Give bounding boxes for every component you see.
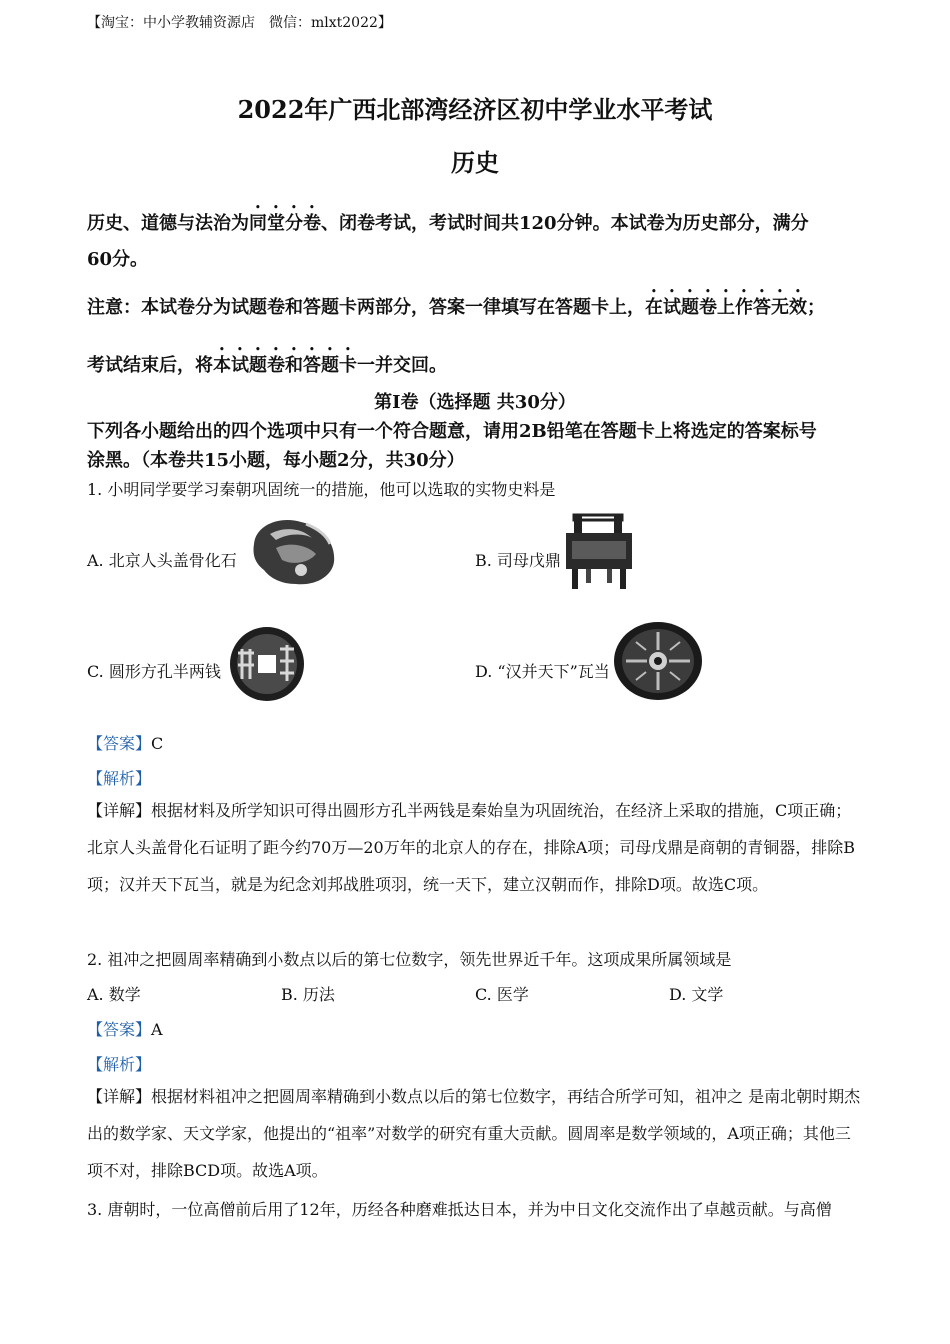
- analysis-detail: 【详解】根据材料及所学知识可得出圆形方孔半两钱是秦始皇为巩固统治，在经济上采取的措施，C项正确；北京人头盖骨化石证明了距今约70万—20万年的北京人的存在，排除A项；司母戊鼎是商朝的青铜器，排除B项；汉并天下瓦当，就是为纪念刘邦战胜项羽，统一天下，建立汉朝而作，排除D项。故选C项。: [87, 801, 856, 894]
- option-d: D. 文学: [669, 985, 724, 1004]
- intro-line-1: [87, 203, 809, 235]
- header-note: 【淘宝：中小学教辅资源店 微信：mlxt2022】: [87, 15, 392, 31]
- answer-tag: 【答案】: [87, 1020, 152, 1039]
- answer-line: [87, 1017, 163, 1040]
- section-title: 第Ⅰ卷（选择题 共30分）: [374, 392, 576, 413]
- notice-end-line: [87, 345, 447, 377]
- analysis-tag: 【解析】: [87, 1055, 152, 1074]
- option-b: B. 历法: [281, 985, 335, 1004]
- notice-line: [87, 287, 825, 319]
- intro-line-2: 60分。: [87, 249, 149, 270]
- dotted-emphasis: 在试题卷上作答无效: [645, 297, 807, 318]
- notice-text: 考试结束后，将: [87, 355, 213, 376]
- question-stem: 1. 小明同学要学习秦朝巩固统一的措施，他可以选取的实物史料是: [87, 480, 556, 499]
- option-b: B. 司母戊鼎: [475, 551, 561, 570]
- notice-text: 注意：本试卷分为试题卷和答题卡两部分，答案一律填写在答题卡上，: [87, 297, 645, 318]
- option-d: D. “汉并天下”瓦当: [475, 662, 610, 681]
- intro-text: 历史、道德与法治为: [87, 213, 249, 234]
- question-stem: 2. 祖冲之把圆周率精确到小数点以后的第七位数字，领先世界近千年。这项成果所属领域是: [87, 950, 732, 969]
- skull-fossil-image: [246, 514, 340, 588]
- option-c: C. 医学: [475, 985, 529, 1004]
- notice-text: ；: [807, 297, 825, 318]
- intro-text: 、闭卷考试，考试时间共120分钟。本试卷为历史部分，满分: [321, 213, 809, 234]
- analysis-tag: 【解析】: [87, 769, 152, 788]
- section-instruction: 涂黑。（本卷共15小题，每小题2分，共30分）: [87, 450, 465, 471]
- banliang-coin-image: [228, 625, 306, 703]
- answer-value: A: [151, 1020, 163, 1039]
- dotted-emphasis: 同堂分卷: [249, 213, 321, 234]
- option-c: C. 圆形方孔半两钱: [87, 662, 221, 681]
- answer-value: C: [151, 734, 164, 753]
- analysis-detail: 【详解】根据材料祖冲之把圆周率精确到小数点以后的第七位数字，再结合所学可知，祖冲之 是南北朝时期杰出的数学家、天文学家，他提出的“祖率”对数学的研究有重大贡献。圆周率是数学领域的，A项正确；其他三项不对，排除BCD项。故选A项。: [87, 1087, 861, 1180]
- exam-title: 2022年广西北部湾经济区初中学业水平考试: [237, 95, 713, 124]
- dotted-emphasis: 本试题卷和答题卡: [213, 355, 357, 376]
- question-stem: 3. 唐朝时，一位高僧前后用了12年，历经各种磨难抵达日本，并为中日文化交流作出了卓越贡献。与高僧: [87, 1200, 832, 1219]
- tile-end-image: [612, 620, 704, 702]
- bronze-ding-image: [562, 511, 636, 591]
- answer-tag: 【答案】: [87, 734, 152, 753]
- option-a: A. 数学: [87, 985, 141, 1004]
- section-instruction: 下列各小题给出的四个选项中只有一个符合题意，请用2B铅笔在答题卡上将选定的答案标号: [87, 421, 817, 442]
- subject-title: 历史: [451, 148, 499, 177]
- option-a: A. 北京人头盖骨化石: [87, 551, 237, 570]
- answer-line: [87, 731, 163, 754]
- notice-text: 一并交回。: [357, 355, 447, 376]
